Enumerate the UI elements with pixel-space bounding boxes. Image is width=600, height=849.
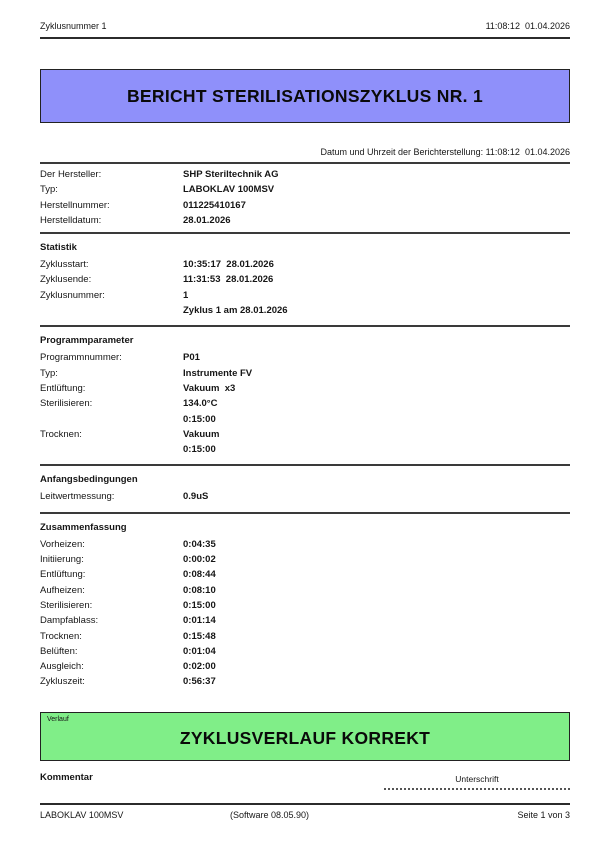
field-label: Trocknen:	[40, 428, 82, 440]
field-value: 0.9uS	[183, 491, 209, 503]
field-value: 134.0°C	[183, 398, 218, 410]
section-programmparameter	[40, 334, 570, 466]
kv-row	[40, 257, 570, 272]
kv-row	[40, 644, 570, 659]
section-title-anfangsbedingungen: Anfangsbedingungen	[40, 474, 138, 486]
field-label: Zyklusnummer:	[40, 289, 105, 301]
kv-row	[40, 381, 570, 396]
section-title-zusammenfassung: Zusammenfassung	[40, 521, 127, 533]
field-label: Typ:	[40, 367, 58, 379]
field-label: Dampfablass:	[40, 615, 99, 627]
field-label: Zyklusende:	[40, 274, 92, 286]
field-value: 0:15:48	[183, 630, 216, 642]
field-label: Initiierung:	[40, 554, 84, 566]
kv-row	[40, 674, 570, 689]
field-label	[40, 442, 183, 457]
field-label: Sterilisieren:	[40, 599, 93, 611]
kv-row	[40, 366, 570, 381]
kv-row	[40, 598, 570, 613]
field-label	[40, 412, 183, 427]
field-value: 0:02:00	[183, 661, 216, 673]
field-value: 0:04:35	[183, 538, 216, 550]
footer-page-number: Seite 1 von 3	[517, 810, 570, 820]
report-creation-datetime: Datum und Uhrzeit der Berichterstellung: 11:08:12 01.04.2026	[40, 147, 570, 164]
report-title-banner	[40, 69, 570, 123]
kv-row	[40, 182, 570, 197]
field-value: 1	[183, 289, 189, 301]
kommentar-heading: Kommentar	[40, 771, 93, 783]
field-value: P01	[183, 352, 200, 364]
field-value: 011225410167	[183, 199, 246, 211]
cycle-status-text: ZYKLUSVERLAUF KORREKT	[179, 727, 431, 748]
header-datetime: 11:08:12 01.04.2026	[485, 21, 570, 31]
kv-row	[40, 583, 570, 598]
field-label: Typ:	[40, 184, 58, 196]
kv-row	[40, 213, 570, 228]
kv-row	[40, 396, 570, 411]
field-value: Vakuum x3	[183, 382, 236, 394]
field-value: 0:15:00	[183, 599, 216, 611]
field-label: Zykluszeit:	[40, 676, 85, 688]
field-label: Der Hersteller:	[40, 169, 102, 180]
field-value: SHP Steriltechnik AG	[183, 169, 279, 180]
field-label: Programmnummer:	[40, 352, 122, 364]
field-label: Vorheizen:	[40, 538, 85, 550]
kv-row	[40, 613, 570, 628]
field-label: Belüften:	[40, 645, 78, 657]
programmparameter-rows	[40, 347, 570, 464]
kv-row	[40, 537, 570, 552]
field-label: Sterilisieren:	[40, 398, 93, 410]
field-value: 0:08:44	[183, 569, 216, 581]
kv-row	[40, 167, 570, 182]
footer-device-name: LABOKLAV 100MSV	[40, 810, 124, 820]
kv-row	[40, 442, 570, 457]
field-value: Instrumente FV	[183, 367, 253, 379]
signature-dotted-line	[384, 786, 570, 790]
kv-row	[40, 552, 570, 567]
kv-row	[40, 198, 570, 213]
section-anfangsbedingungen	[40, 473, 570, 513]
field-value: 0:01:14	[183, 615, 216, 627]
page-footer	[40, 803, 570, 821]
field-value: 0:00:02	[183, 554, 216, 566]
section-hersteller	[40, 164, 570, 234]
field-value: LABOKLAV 100MSV	[183, 184, 275, 196]
page-header	[40, 20, 570, 39]
field-label: Trocknen:	[40, 630, 82, 642]
signature-block	[384, 774, 570, 790]
report-title: BERICHT STERILISATIONSZYKLUS NR. 1	[126, 85, 483, 106]
field-label: Herstellnummer:	[40, 199, 110, 211]
section-statistik	[40, 241, 570, 327]
kv-row	[40, 412, 570, 427]
header-cycle-number: Zyklusnummer 1	[40, 21, 107, 31]
field-value: Vakuum	[183, 428, 220, 440]
signature-label: Unterschrift	[455, 774, 499, 784]
field-value: 0:01:04	[183, 645, 216, 657]
field-value: 0:15:00	[183, 413, 216, 425]
section-title-programmparameter: Programmparameter	[40, 335, 134, 347]
section-zusammenfassung	[40, 521, 570, 694]
kv-row	[40, 288, 570, 303]
field-label: Herstelldatum:	[40, 214, 102, 226]
field-value: 0:08:10	[183, 584, 216, 596]
field-label: Zyklusstart:	[40, 259, 89, 271]
field-value: 11:31:53 28.01.2026	[183, 274, 274, 286]
kv-row	[40, 272, 570, 287]
field-label: Aufheizen:	[40, 584, 85, 596]
kv-row	[40, 489, 570, 504]
field-value: 0:56:37	[183, 676, 216, 688]
statistik-rows	[40, 254, 570, 325]
field-value: 28.01.2026	[183, 214, 231, 226]
zusammenfassung-rows	[40, 534, 570, 694]
field-label: Leitwertmessung:	[40, 491, 115, 503]
anfangsbedingungen-rows	[40, 486, 570, 511]
cycle-status-box	[40, 712, 570, 761]
field-value: 10:35:17 28.01.2026	[183, 259, 274, 271]
hersteller-rows	[40, 164, 570, 232]
field-value: 0:15:00	[183, 444, 216, 456]
kv-row	[40, 567, 570, 582]
kv-row	[40, 427, 570, 442]
field-label: Ausgleich:	[40, 661, 84, 673]
field-label	[40, 303, 183, 318]
kv-row	[40, 629, 570, 644]
field-label: Entlüftung:	[40, 382, 86, 394]
field-label: Entlüftung:	[40, 569, 86, 581]
verlauf-box-label: Verlauf	[47, 715, 69, 723]
kv-row	[40, 659, 570, 674]
footer-software-version: (Software 08.05.90)	[230, 810, 310, 820]
kv-row	[40, 303, 570, 318]
kv-row	[40, 350, 570, 365]
field-value: Zyklus 1 am 28.01.2026	[183, 305, 288, 317]
section-title-statistik: Statistik	[40, 242, 77, 254]
